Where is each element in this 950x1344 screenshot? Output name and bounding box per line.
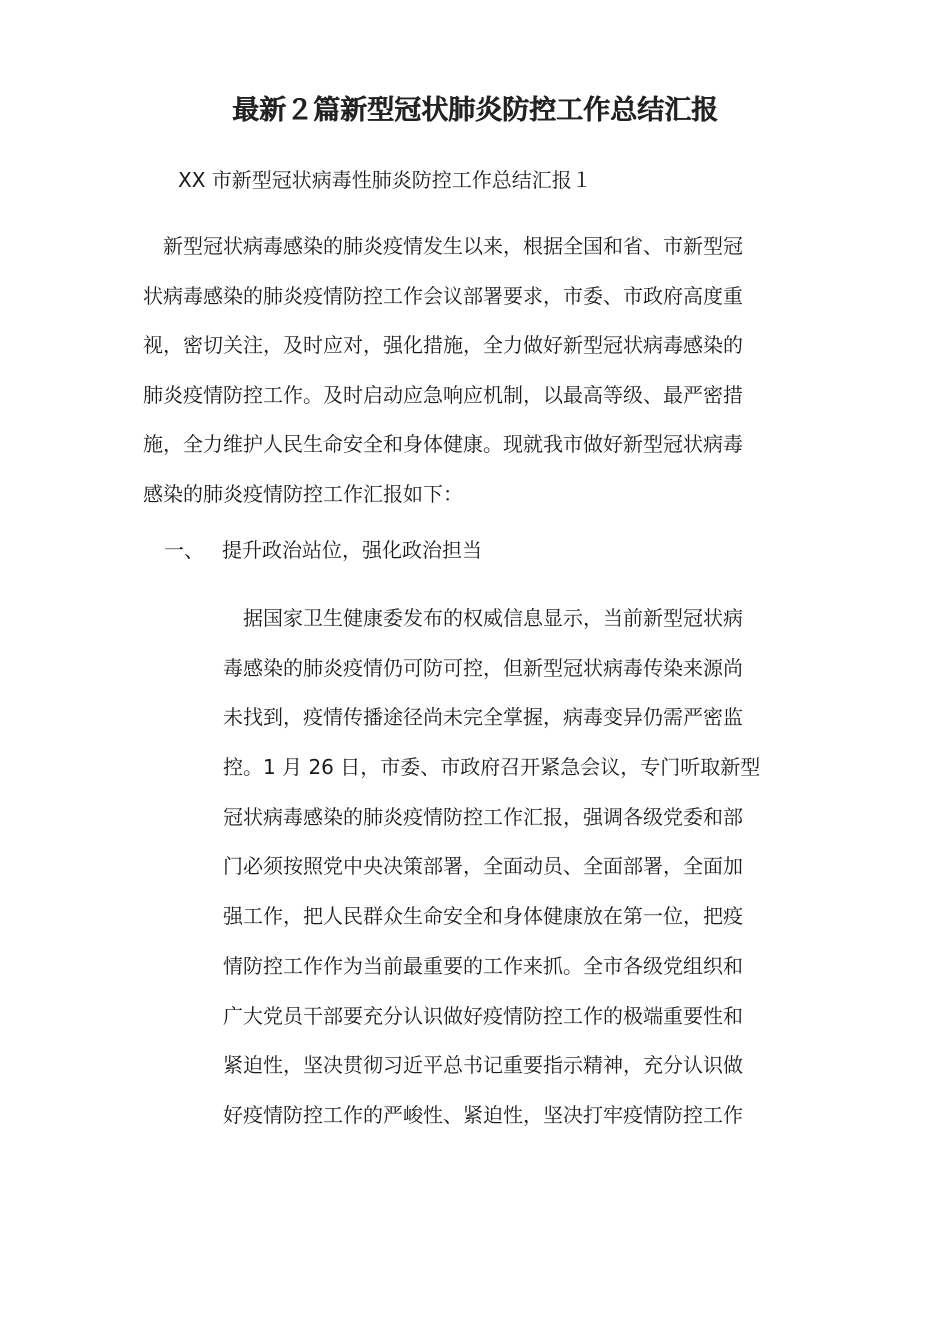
section-paragraph bbox=[223, 594, 823, 1141]
paragraph-line: 视，密切关注，及时应对，强化措施，全力做好新型冠状病毒感染的 bbox=[143, 333, 743, 357]
paragraph-line: 未找到，疫情传播途径尚未完全掌握，病毒变异仍需严密监 bbox=[223, 705, 743, 730]
paragraph-line: 据国家卫生健康委发布的权威信息显示，当前新型冠状病 bbox=[243, 606, 743, 630]
paragraph-line: 感染的肺炎疫情防控工作汇报如下： bbox=[143, 481, 463, 506]
intro-paragraph bbox=[143, 222, 823, 519]
paragraph-line: 新型冠状病毒感染的肺炎疫情发生以来，根据全国和省、市新型冠 bbox=[163, 234, 743, 258]
section-number: 一、 bbox=[164, 538, 204, 562]
document-title: 最新２篇新型冠状肺炎防控工作总结汇报 bbox=[232, 95, 718, 126]
paragraph-line: 施，全力维护人民生命安全和身体健康。现就我市做好新型冠状病毒 bbox=[143, 432, 743, 456]
paragraph-line: 情防控工作作为当前最重要的工作来抓。全市各级党组织和 bbox=[223, 953, 743, 978]
paragraph-line: 门必须按照党中央决策部署，全面动员、全面部署，全面加 bbox=[223, 854, 743, 879]
section-heading bbox=[164, 530, 482, 570]
paragraph-line: 广大党员干部要充分认识做好疫情防控工作的极端重要性和 bbox=[223, 1003, 743, 1028]
paragraph-line: 肺炎疫情防控工作。及时启动应急响应机制，以最高等级、最严密措 bbox=[143, 382, 743, 407]
paragraph-line: 紧迫性，坚决贯彻习近平总书记重要指示精神，充分认识做 bbox=[223, 1053, 743, 1078]
section-heading-text: 提升政治站位，强化政治担当 bbox=[222, 538, 482, 562]
paragraph-line: 毒感染的肺炎疫情仍可防可控，但新型冠状病毒传染来源尚 bbox=[223, 655, 743, 680]
paragraph-line: 强工作，把人民群众生命安全和身体健康放在第一位，把疫 bbox=[223, 904, 743, 929]
paragraph-line: 状病毒感染的肺炎疫情防控工作会议部署要求，市委、市政府高度重 bbox=[143, 283, 743, 308]
paragraph-line: 控。1 月 26 日，市委、市政府召开紧急会议，专门听取新型 bbox=[223, 755, 761, 780]
paragraph-line: 冠状病毒感染的肺炎疫情防控工作汇报，强调各级党委和部 bbox=[223, 804, 743, 829]
paragraph-line: 好疫情防控工作的严峻性、紧迫性，坚决打牢疫情防控工作 bbox=[223, 1102, 743, 1127]
document-subtitle: XX 市新型冠状病毒性肺炎防控工作总结汇报１ bbox=[178, 168, 592, 192]
